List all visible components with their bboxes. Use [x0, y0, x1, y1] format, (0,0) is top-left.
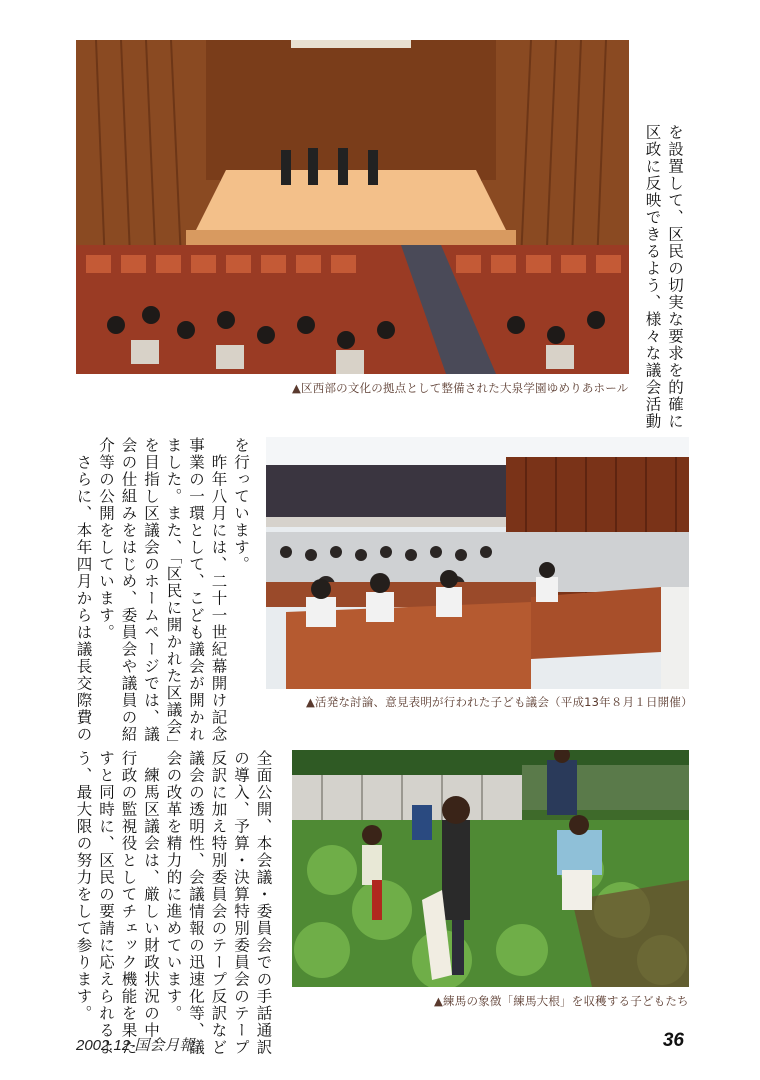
text-line: さらに、本年四月からは議長交際費の [74, 437, 93, 743]
concert-hall-photo [76, 40, 629, 374]
radish-harvest-caption: ▲練馬の象徴「練馬大根」を収穫する子どもたち [434, 994, 689, 1008]
text-line: 議会の透明性、会議情報の迅速化等、議 [187, 750, 205, 1056]
text-line: う、最大限の努力をして参ります。 [74, 750, 93, 1022]
concert-hall-caption: ▲区西部の文化の拠点として整備された大泉学園ゆめりあホール [292, 381, 629, 395]
radish-harvest-photo [292, 750, 689, 987]
text-line: すと同時に、区民の要請に応えられるよ [97, 750, 115, 1056]
text-line: を行っています。 [232, 437, 250, 573]
text-line: を目指し区議会のホームページでは、議 [142, 437, 160, 743]
text-line: 昨年八月には、二十一世紀幕開け記念 [209, 437, 228, 743]
text-line: 反訳に加え特別委員会のテープ反訳など [209, 750, 228, 1056]
text-column-block-2 [72, 437, 252, 752]
text-line: 事業の一環として、こども議会が開かれ [187, 437, 205, 743]
issue-label: 2002.12 国会月報 [76, 1037, 195, 1054]
text-line: 介等の公開をしています。 [97, 437, 115, 641]
text-line: 練馬区議会は、厳しい財政状況の中、 [142, 750, 160, 1056]
assembly-hall-caption: ▲活発な討論、意見表明が行われた子ども議会（平成13年８月１日開催） [306, 695, 693, 709]
text-line: 行政の監視役としてチェック機能を果た [119, 750, 138, 1056]
text-line: ました。また、「区民に開かれた区議会」 [164, 437, 183, 753]
text-column-block-1 [641, 124, 686, 430]
text-line: 区政に反映できるよう、様々な議会活動 [643, 124, 662, 430]
page-number: 36 [662, 1030, 684, 1051]
text-line: の導入、予算・決算特別委員会のテープ [232, 750, 250, 1056]
text-line: 全面公開、本会議・委員会での手話通訳 [254, 750, 273, 1056]
text-line: 会の改革を精力的に進めています。 [164, 750, 183, 1022]
text-column-block-3 [72, 750, 275, 1056]
text-line: を設置して、区民の切実な要求を的確に [666, 124, 684, 430]
text-line: 会の仕組みをはじめ、委員会や議員の紹 [119, 437, 138, 743]
assembly-hall-photo [266, 437, 689, 689]
